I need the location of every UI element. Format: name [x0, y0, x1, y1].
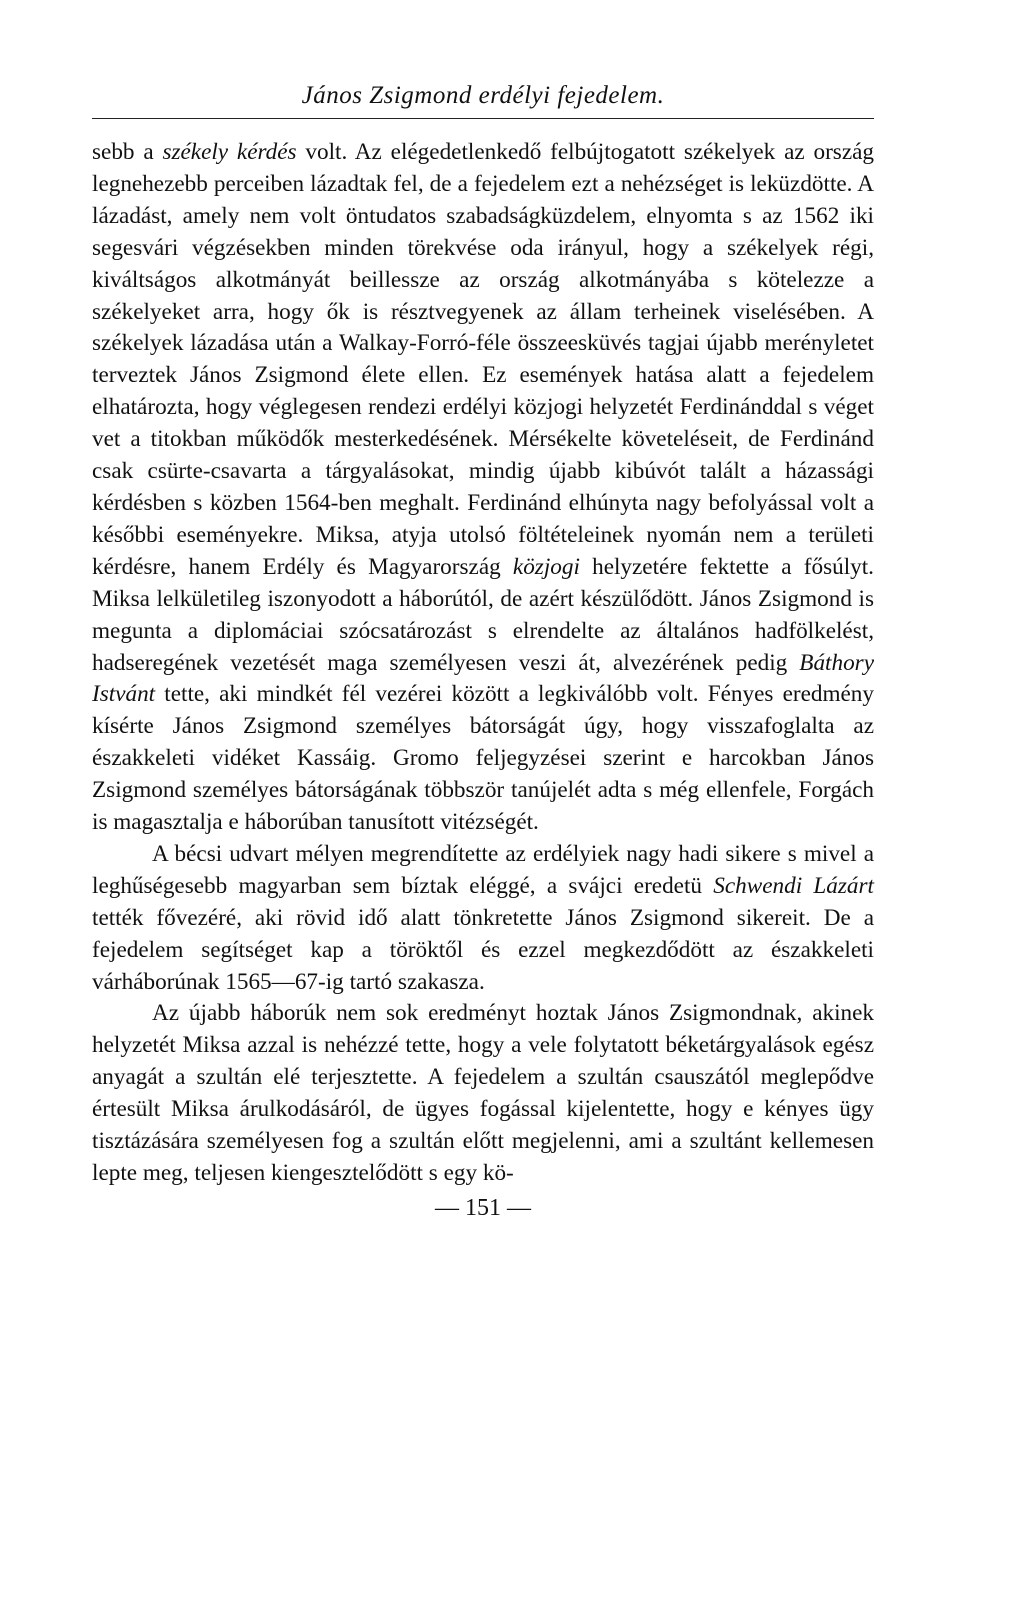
text-run: Az újabb háborúk nem sok eredményt hoztak János Zsigmondnak, akinek helyzetét Miksa azzal is nehézzé tette, hogy a vele folytatott béketárgyalások egész anyagát a szultán elé terjesztette. A fejedelem a szultán csauszától meglepődve értesült Miksa árulkodásáról, de ügyes fogással kijelentette, hogy e kényes ügy tisztázására személyesen fog a szultán előtt megjelenni, ami a szultánt kellemesen lepte meg, teljesen kiengesztelődött s egy kö-	[92, 1000, 874, 1186]
paragraph	[92, 998, 874, 1189]
text-run: A bécsi udvart mélyen megrendítette az erdélyiek nagy hadi sikere s mivel a leghűségesebb magyarban sem bíztak eléggé, a svájci eredetü	[92, 840, 874, 899]
page-number: — 151 —	[435, 1194, 531, 1221]
text-run: tették fővezéré, aki rövid idő alatt tönkretette János Zsigmond sikereit. De a fejedelem segítséget kap a töröktől és ezzel megkezdődött az északkeleti várháborúnak 1565—67-ig tartó szakasza.	[92, 904, 874, 995]
book-page	[92, 80, 874, 1224]
text-run: volt. Az elégedetlenkedő felbújtogatott székelyek az ország legnehezebb perceiben lázadtak fel, de a fejedelem ezt a nehézséget is leküzdötte. A lázadást, amely nem volt öntudatos szabadságküzdelem, elnyomta s az 1562 iki segesvári végzésekben minden törekvése oda irányul, hogy a székelyek régi, kiváltságos alkotmányát beillessze az ország alkotmányába s kötelezze a székelyeket arra, hogy ők is résztvegyenek az állam terheinek viselésében. A székelyek lázadása után a Walkay-Forró-féle összeesküvés tagjai újabb merényletet terveztek János Zsigmond élete ellen. Ez események hatása alatt a fejedelem elhatározta, hogy véglegesen rendezi erdélyi közjogi helyzetét Ferdinánddal s véget vet a titokban működők mesterkedésének. Mérsékelte követeléseit, de Ferdinánd csak csürte-csavarta a tárgyalásokat, mindig újabb kibúvót talált a házassági kérdésben s közben 1564-ben meghalt. Ferdinánd elhúnyta nagy befolyással volt a későbbi eseményekre. Miksa, atyja utolsó föltételeinek nyomán nem a területi kérdésre, hanem Erdély és Magyarország	[92, 139, 875, 580]
header-rule	[92, 118, 874, 119]
paragraph	[92, 137, 874, 839]
text-run: helyzetére fektette a fősúlyt. Miksa lelkületileg iszonyodott a háborútól, de azért készülődött. János Zsigmond is megunta a diplomáciai szócsatározást s elrendelte az általános hadfölkelést, hadseregének vezetését maga személyesen veszi át, alvezérének pedig	[92, 553, 874, 676]
paragraph	[92, 839, 874, 999]
italic-text: székely kérdés	[162, 139, 297, 165]
text-run: tette, aki mindkét fél vezérei között a legkiválóbb volt. Fényes eredmény kísérte János Zsigmond személyes bátorságát úgy, hogy visszafoglalta az északkeleti vidéket Kassáig. Gromo feljegyzései szerint e harcokban János Zsigmond személyes bátorságának többször tanújelét adta s még ellenfele, Forgách is magasztalja e háborúban tanusított vitézségét.	[92, 681, 874, 836]
body-text	[92, 137, 874, 1190]
italic-text: Schwendi Lázárt	[713, 872, 874, 899]
italic-text: közjogi	[512, 553, 580, 580]
text-run: sebb a	[92, 139, 163, 165]
running-head: János Zsigmond erdélyi fejedelem.	[301, 82, 665, 109]
italic-text: Báthory Istvánt	[92, 649, 874, 708]
